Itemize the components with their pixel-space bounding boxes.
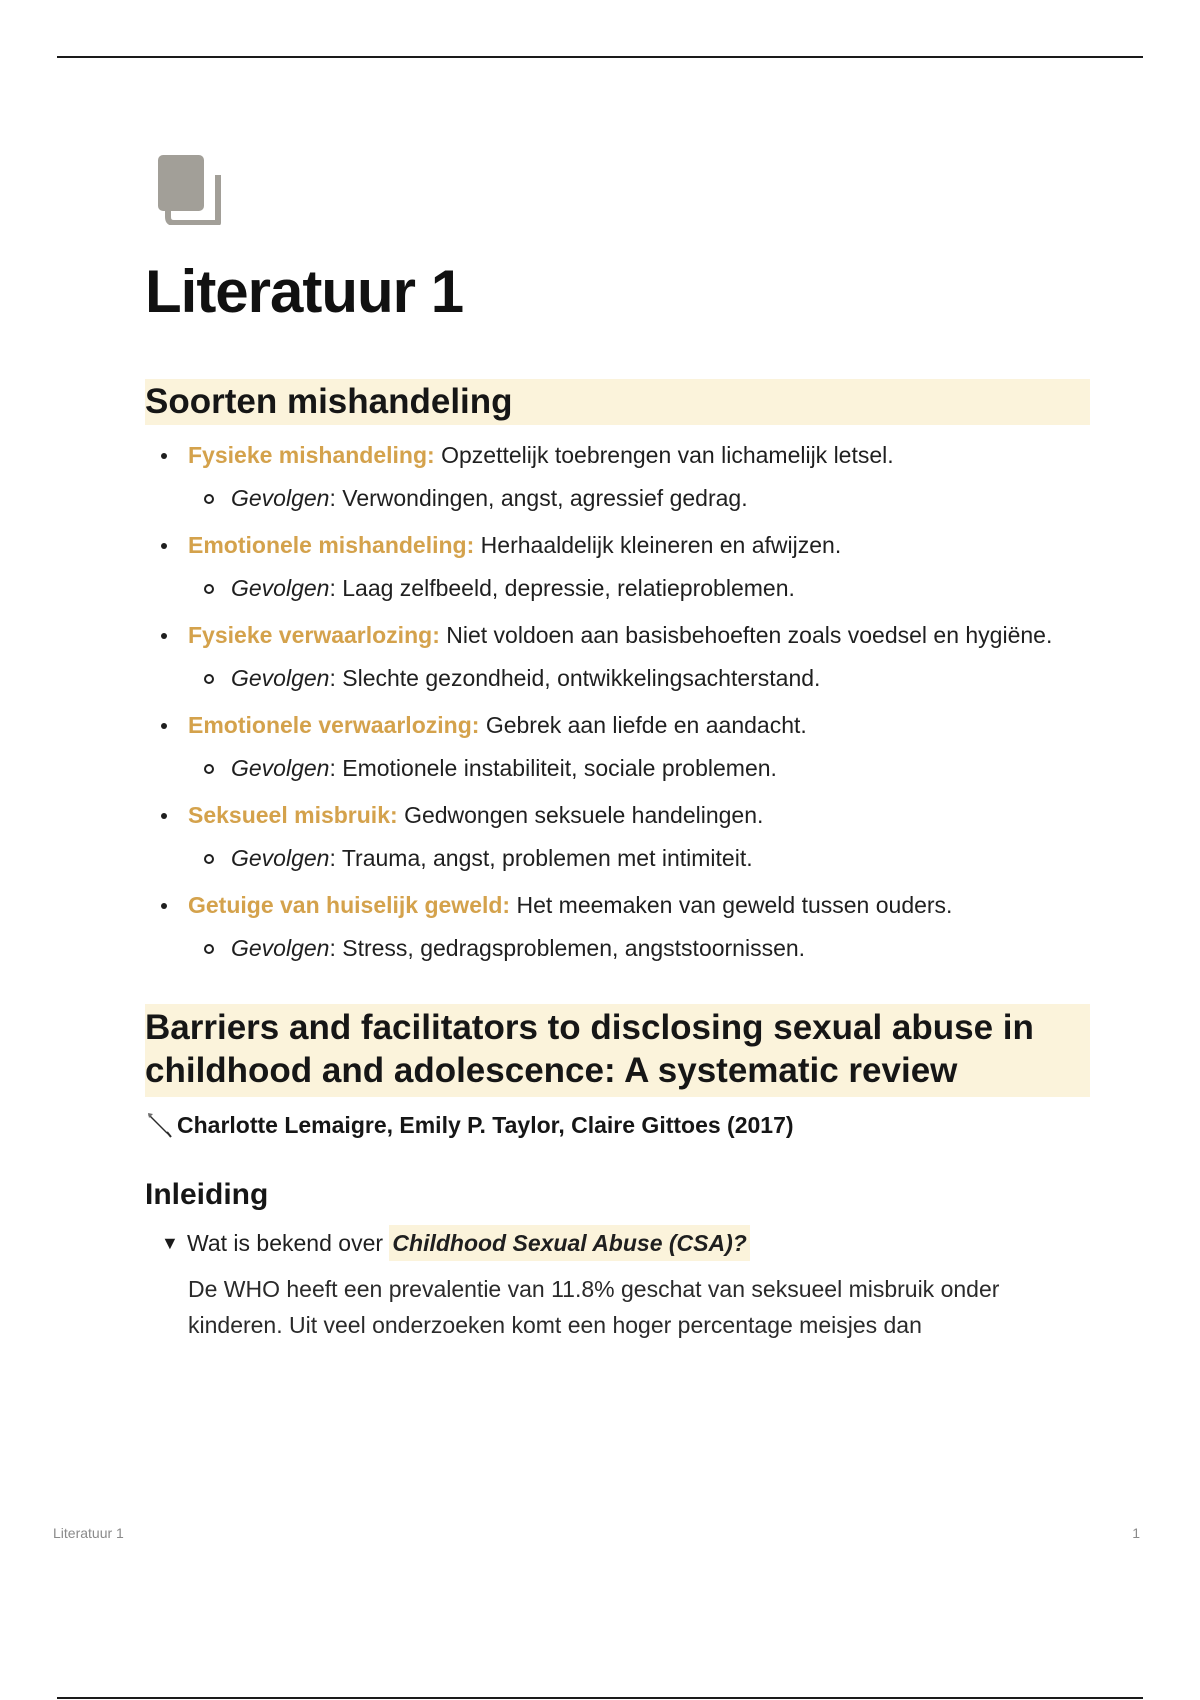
abuse-types-list — [145, 437, 1090, 966]
term-label: Emotionele verwaarlozing — [188, 712, 472, 738]
footer-page-number: 1 — [1132, 1525, 1140, 1541]
toggle-emphasis: Childhood Sexual Abuse (CSA)? — [389, 1225, 749, 1261]
term-label: Getuige van huiselijk geweld — [188, 892, 503, 918]
subheading-inleiding: Inleiding — [145, 1178, 269, 1211]
list-item: Gevolgen: Verwondingen, angst, agressief gedrag. — [188, 480, 1090, 516]
consequences-list — [188, 840, 1090, 876]
bottom-rule — [57, 1697, 1143, 1699]
toggle-block[interactable] — [145, 1225, 1090, 1261]
document-pages-icon — [158, 155, 222, 225]
authors-line — [145, 1107, 1090, 1143]
term-definition: Het meemaken van geweld tussen ouders. — [516, 892, 953, 918]
consequences-list — [188, 750, 1090, 786]
list-item: Emotionele mishandeling: Herhaaldelijk kleineren en afwijzen. Gevolgen: Laag zelfbeeld, depressie, relatieproblemen. — [145, 527, 1090, 606]
consequences-list — [188, 480, 1090, 516]
authors-text: Charlotte Lemaigre, Emily P. Taylor, Claire Gittoes (2017) — [177, 1112, 794, 1138]
list-item: Seksueel misbruik: Gedwongen seksuele handelingen. Gevolgen: Trauma, angst, problemen met intimiteit. — [145, 797, 1090, 876]
page-title: Literatuur 1 — [145, 258, 464, 325]
list-item: Fysieke verwaarlozing: Niet voldoen aan basisbehoeften zoals voedsel en hygiëne. Gevolgen: Slechte gezondheid, ontwikkelingsachterstand. — [145, 617, 1090, 696]
pen-icon — [145, 1110, 175, 1140]
section-heading-soorten: Soorten mishandeling — [145, 379, 1090, 425]
term-definition: Gebrek aan liefde en aandacht. — [485, 712, 807, 738]
term-label: Fysieke mishandeling — [188, 442, 428, 468]
list-item: Getuige van huiselijk geweld: Het meemaken van geweld tussen ouders. Gevolgen: Stress, gedragsproblemen, angststoornissen. — [145, 887, 1090, 966]
toggle-triangle-icon[interactable]: ▼ — [161, 1233, 179, 1253]
term-definition: Opzettelijk toebrengen van lichamelijk letsel. — [441, 442, 894, 468]
list-item: Gevolgen: Laag zelfbeeld, depressie, relatieproblemen. — [188, 570, 1090, 606]
list-item: Fysieke mishandeling: Opzettelijk toebrengen van lichamelijk letsel. Gevolgen: Verwondingen, angst, agressief gedrag. — [145, 437, 1090, 516]
toggle-body-text: De WHO heeft een prevalentie van 11.8% geschat van seksueel misbruik onder kinderen. Uit veel onderzoeken komt een hoger percentage meisjes dan — [188, 1276, 1000, 1338]
term-label: Seksueel misbruik — [188, 802, 390, 828]
top-rule — [57, 56, 1143, 58]
page-content — [145, 250, 1090, 1343]
list-item: Gevolgen: Trauma, angst, problemen met intimiteit. — [188, 840, 1090, 876]
term-label: Fysieke verwaarlozing — [188, 622, 433, 648]
footer-doc-name: Literatuur 1 — [53, 1525, 124, 1541]
list-item: Emotionele verwaarlozing: Gebrek aan liefde en aandacht. Gevolgen: Emotionele instabiliteit, sociale problemen. — [145, 707, 1090, 786]
consequences-list — [188, 660, 1090, 696]
term-definition: Gedwongen seksuele handelingen. — [404, 802, 764, 828]
term-definition: Herhaaldelijk kleineren en afwijzen. — [480, 532, 842, 558]
term-definition: Niet voldoen aan basisbehoeften zoals voedsel en hygiëne. — [446, 622, 1053, 648]
list-item: Gevolgen: Emotionele instabiliteit, sociale problemen. — [188, 750, 1090, 786]
consequences-list — [188, 570, 1090, 606]
section-heading-barriers: Barriers and facilitators to disclosing sexual abuse in childhood and adolescence: A systematic review — [145, 1004, 1090, 1097]
toggle-prefix: Wat is bekend over — [187, 1230, 384, 1256]
term-label: Emotionele mishandeling — [188, 532, 467, 558]
list-item: Gevolgen: Stress, gedragsproblemen, angststoornissen. — [188, 930, 1090, 966]
consequences-list — [188, 930, 1090, 966]
list-item: Gevolgen: Slechte gezondheid, ontwikkelingsachterstand. — [188, 660, 1090, 696]
